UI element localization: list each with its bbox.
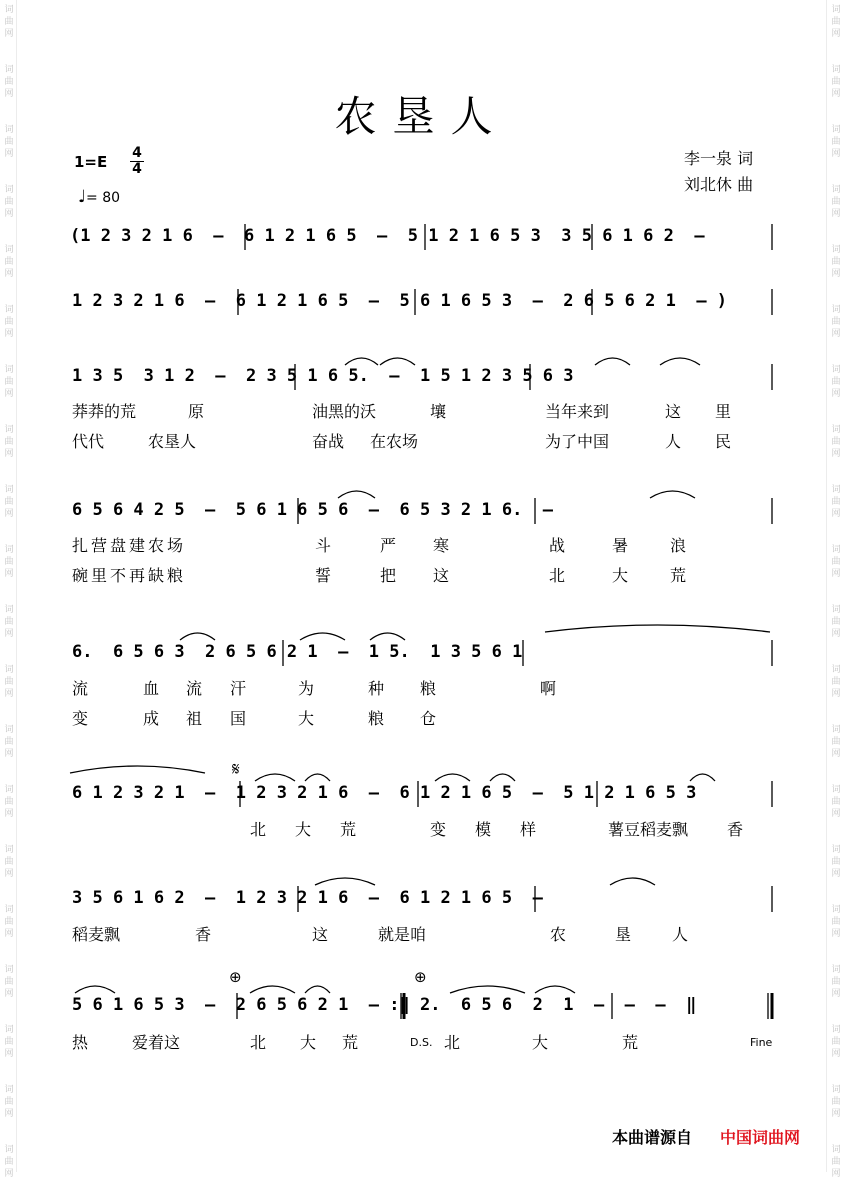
footer-source-label: 本曲谱源自 (612, 1128, 693, 1147)
watermark-text: 词 曲 网 (831, 785, 841, 819)
slur (545, 625, 770, 632)
coda-sign: ⊕ (229, 968, 242, 986)
lyric: 为 (298, 679, 315, 698)
watermark-text: 词 曲 网 (4, 425, 14, 459)
watermark-text: 词 曲 网 (4, 1145, 14, 1179)
slur (660, 358, 700, 365)
ds-marking: D.S. (410, 1036, 433, 1049)
watermark-text: 词 曲 网 (4, 365, 14, 399)
lyric: 大 (295, 820, 312, 839)
watermark-text: 词 曲 网 (831, 665, 841, 699)
lyric: 斗 (315, 536, 332, 555)
watermark-text: 词 曲 网 (4, 1085, 14, 1119)
composer-credit: 刘北休 曲 (684, 175, 754, 194)
watermark-text: 词 曲 网 (4, 725, 14, 759)
lyric: 爱着这 (132, 1033, 181, 1052)
notation-row-4: 6 5 6 4 2 5 – 5 6 1 6 5 6 – 6 5 3 2 1 6. – (72, 500, 554, 520)
notation-row-5: 6. 6 5 6 3 2 6 5 6 2 1 – 1 5. 1 3 5 6 1 (72, 642, 523, 662)
watermark-text: 词 曲 网 (4, 305, 14, 339)
lyric: 汗 (230, 679, 247, 698)
lyric: 变 (430, 820, 447, 839)
lyric: 北 (549, 566, 566, 585)
lyric: 薯豆稻麦飘 (608, 820, 689, 839)
lyric: 流 (72, 679, 89, 698)
watermark-text: 词 曲 网 (831, 185, 841, 219)
lyric: 寒 (433, 536, 450, 555)
lyric: 扎营盘建农场 (72, 536, 187, 555)
watermark-text: 词 曲 网 (831, 305, 841, 339)
slur (690, 774, 715, 781)
notation-row-6: 6 1 2 3 2 1 – 1 2 3 2 1 6 – 6 1 2 1 6 5 – 5 1 2 1 6 5 3 (72, 783, 697, 803)
watermark-text: 词 曲 网 (831, 485, 841, 519)
notation-row-8: 5 6 1 6 5 3 – 2 6 5 6 2 1 – :‖ 2. 6 5 6 2 1 – – – ‖ (72, 995, 697, 1015)
watermark-text: 词 曲 网 (4, 905, 14, 939)
lyric: 誓 (315, 566, 332, 585)
fine-marking: Fine (750, 1036, 773, 1049)
lyric: 国 (230, 709, 247, 728)
lyric: 稻麦飘 (72, 925, 121, 944)
slur (595, 358, 630, 365)
lyric: 大 (612, 566, 629, 585)
watermark-text: 词 曲 网 (831, 1025, 841, 1059)
lyric: 战 (549, 536, 566, 555)
lyric: 大 (532, 1033, 549, 1052)
slur (650, 491, 695, 498)
lyric: 农 (550, 925, 567, 944)
lyric: 人 (665, 432, 682, 451)
tempo-value: = 80 (86, 190, 121, 206)
slur (610, 878, 655, 885)
lyric: 在农场 (370, 432, 419, 451)
notation-row-7: 3 5 6 1 6 2 – 1 2 3 2 1 6 – 6 1 2 1 6 5 – (72, 888, 543, 908)
watermark-text: 词 曲 网 (4, 845, 14, 879)
watermark-text: 词 曲 网 (831, 965, 841, 999)
lyric: 大 (300, 1033, 317, 1052)
lyric: 大 (298, 709, 315, 728)
lyric: 把 (380, 566, 397, 585)
lyric: 油黑的沃 (312, 402, 377, 421)
lyric: 浪 (670, 536, 687, 555)
lyric: 北 (444, 1033, 461, 1052)
lyric: 为了中国 (545, 432, 610, 451)
watermark-text: 词 曲 网 (831, 845, 841, 879)
time-sig-bottom: 4 (130, 161, 144, 177)
watermark-text: 词 曲 网 (4, 605, 14, 639)
lyricist-credit: 李一泉 词 (684, 149, 754, 168)
notation-row-3: 1 3 5 3 1 2 – 2 3 5 1 6 5. – 1 5 1 2 3 5 6 3 (72, 366, 574, 386)
lyric: 流 (186, 679, 203, 698)
watermark-text: 词 曲 网 (831, 1145, 841, 1179)
lyric: 碗里不再缺粮 (72, 566, 187, 585)
lyric: 北 (250, 1033, 267, 1052)
watermark-text: 词 曲 网 (831, 905, 841, 939)
watermark-text: 词 曲 网 (831, 245, 841, 279)
lyric: 农垦人 (148, 432, 197, 451)
watermark-text: 词 曲 网 (4, 965, 14, 999)
slur (345, 358, 378, 365)
lyric: 莽莽的荒 (72, 402, 137, 421)
lyric: 壤 (430, 402, 447, 421)
quarter-note-icon: ♩ (78, 187, 87, 207)
lyric: 这 (312, 925, 329, 944)
lyric: 变 (72, 709, 89, 728)
slur (300, 633, 345, 640)
footer-site-link[interactable]: 中国词曲网 (720, 1128, 801, 1147)
lyric: 里 (715, 402, 732, 421)
lyric: 粮 (368, 709, 385, 728)
watermark-text: 词 曲 网 (4, 665, 14, 699)
lyric: 严 (380, 536, 397, 555)
lyric: 奋战 (312, 432, 345, 451)
watermark-text: 词 曲 网 (4, 185, 14, 219)
watermark-text: 词 曲 网 (831, 425, 841, 459)
slur (255, 774, 295, 781)
coda-sign: ⊕ (414, 968, 427, 986)
watermark-text: 词 曲 网 (831, 5, 841, 39)
slur (535, 986, 575, 993)
lyric: 民 (715, 432, 732, 451)
lyric: 荒 (342, 1033, 359, 1052)
lyric: 人 (672, 925, 689, 944)
slur (338, 491, 375, 498)
lyric: 种 (368, 679, 385, 698)
lyric: 样 (520, 820, 537, 839)
lyric: 香 (195, 925, 212, 944)
watermark-text: 词 曲 网 (831, 125, 841, 159)
lyric: 荒 (622, 1033, 639, 1052)
lyric: 粮 (420, 679, 437, 698)
key-signature: 1=E (74, 153, 108, 171)
watermark-text: 词 曲 网 (4, 545, 14, 579)
lyric: 香 (727, 820, 744, 839)
watermark-text: 词 曲 网 (831, 605, 841, 639)
song-title: 农垦人 (334, 92, 509, 141)
slur (315, 878, 375, 885)
lyric: 就是咱 (378, 925, 427, 944)
lyric: 祖 (186, 709, 203, 728)
segno-sign: 𝄋 (232, 759, 240, 780)
slur (370, 633, 405, 640)
notation-row-1: (1 2 3 2 1 6 – 6 1 2 1 6 5 – 5 1 2 1 6 5 3 3 5 6 1 6 2 – (70, 226, 705, 246)
lyric: 热 (72, 1033, 89, 1052)
time-sig-top: 4 (132, 145, 142, 161)
slur (450, 986, 525, 993)
lyric: 代代 (72, 432, 105, 451)
lyric: 成 (143, 709, 160, 728)
slur (180, 633, 215, 640)
lyric: 这 (433, 566, 450, 585)
lyric: 这 (665, 402, 682, 421)
slur (75, 986, 115, 993)
watermark-text: 词 曲 网 (831, 365, 841, 399)
watermark-text: 词 曲 网 (4, 485, 14, 519)
notation-row-2: 1 2 3 2 1 6 – 6 1 2 1 6 5 – 5 6 1 6 5 3 – 2 6 5 6 2 1 – ) (72, 291, 728, 311)
watermark-text: 词 曲 网 (831, 725, 841, 759)
lyric: 仓 (420, 709, 437, 728)
watermark-text: 词 曲 网 (4, 65, 14, 99)
watermark-text: 词 曲 网 (831, 545, 841, 579)
lyric: 血 (143, 679, 160, 698)
slur (70, 766, 205, 773)
slur (305, 986, 330, 993)
watermark-text: 词 曲 网 (4, 1025, 14, 1059)
lyric: 北 (250, 820, 267, 839)
watermark-text: 词 曲 网 (4, 125, 14, 159)
slur (250, 986, 295, 993)
slur (380, 358, 415, 365)
lyric: 荒 (340, 820, 357, 839)
slur (435, 774, 470, 781)
lyric: 当年来到 (545, 402, 610, 421)
lyric: 垦 (615, 925, 632, 944)
lyric: 暑 (612, 536, 629, 555)
watermark-text: 词 曲 网 (4, 245, 14, 279)
lyric: 模 (475, 820, 492, 839)
watermark-text: 词 曲 网 (4, 5, 14, 39)
slur (305, 774, 330, 781)
lyric: 啊 (540, 679, 557, 698)
lyric: 原 (188, 402, 205, 421)
watermark-text: 词 曲 网 (4, 785, 14, 819)
watermark-text: 词 曲 网 (831, 65, 841, 99)
slur (490, 774, 515, 781)
lyric: 荒 (670, 566, 687, 585)
watermark-text: 词 曲 网 (831, 1085, 841, 1119)
